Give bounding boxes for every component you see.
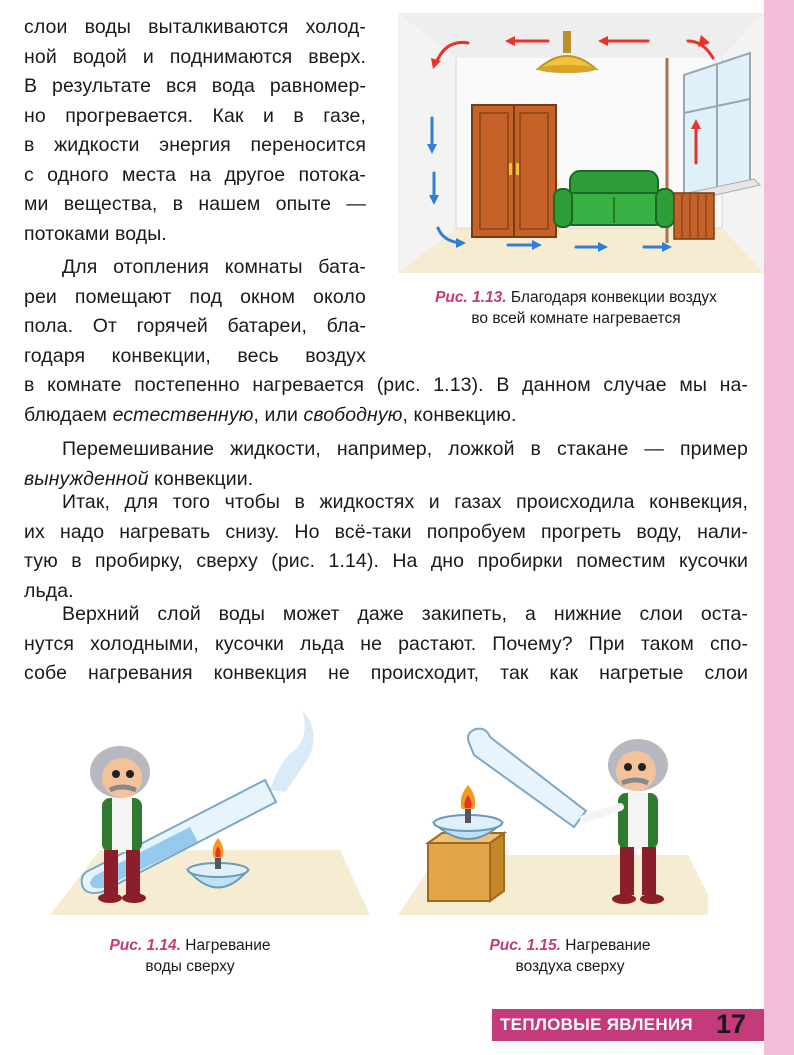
section-title: ТЕПЛОВЫЕ ЯВЛЕНИЯ — [500, 1015, 693, 1034]
text-line: но прогревается. Как и в газе, — [24, 104, 366, 127]
paragraph-heating-narrow — [24, 253, 366, 371]
page-edge-strip — [764, 0, 794, 1055]
steam-icon — [270, 710, 314, 792]
text-line: нутся холодными, кусочки льда не растают. Почему? При таком спо- — [24, 632, 748, 655]
text-line: Верхний слой воды может даже закипеть, а нижние слои оста- — [62, 603, 748, 625]
page-number: 17 — [716, 1009, 747, 1039]
figure-heating-air — [398, 715, 708, 920]
caption-fig-1-15: Рис. 1.15. Нагревание воздуха сверху — [440, 935, 700, 977]
text-line: блюдаем естественную, или свободную, конвекцию. — [24, 403, 517, 426]
wardrobe-icon — [472, 105, 556, 237]
text-line: Для отопления комнаты бата- — [62, 256, 366, 278]
caption-line: во всей комнате нагревается — [471, 310, 681, 327]
window-icon — [678, 53, 760, 203]
figure-label: Рис. 1.15. — [489, 937, 561, 954]
paragraph-top — [24, 13, 366, 249]
text-line: Перемешивание жидкости, например, ложкой в стакане — пример — [62, 438, 748, 460]
caption-fig-1-13: Рис. 1.13. Благодаря конвекции воздух во всей комнате нагревается — [390, 287, 762, 329]
figure-heating-water — [40, 700, 370, 920]
text-line: ной водой и поднимаются вверх. — [24, 45, 366, 68]
italic-term: свободную — [303, 403, 403, 426]
text-line: годаря конвекции, весь воздух — [24, 344, 366, 367]
text-line: их надо нагревать снизу. Но всё-таки попробуем прогреть воду, нали- — [24, 520, 748, 543]
text-line: в комнате постепенно нагревается (рис. 1.13). В данном случае мы на- — [24, 374, 748, 396]
paragraph-top-layer-boils — [24, 600, 748, 689]
italic-term: вынужденной — [24, 467, 149, 490]
text-line: пола. От горячей батареи, бла- — [24, 315, 366, 337]
text-line: потоками воды. — [24, 222, 167, 245]
paragraph-heating-from-below — [24, 488, 748, 606]
text-line: В результате вся вода равномер- — [24, 75, 366, 97]
text-line: Итак, для того чтобы в жидкостях и газах происходила конвекция, — [62, 491, 748, 513]
text-line: слои воды выталкиваются холод- — [24, 16, 366, 38]
paragraph-forced-convection — [24, 435, 748, 494]
text-line: тую в пробирку, сверху (рис. 1.14). На дно пробирки поместим кусочки — [24, 550, 748, 572]
text-line: ми вещества, в нашем опыте — — [24, 193, 366, 215]
text-line: собе нагревания конвекция не происходит, так как нагретые слои — [24, 662, 748, 684]
italic-term: естественную — [112, 403, 254, 426]
text-line: с одного места на другое потока- — [24, 163, 366, 186]
caption-line: воздуха сверху — [515, 958, 625, 975]
wooden-box-icon — [428, 833, 504, 901]
text-line: реи помещают под окном около — [24, 285, 366, 308]
text-line: вынужденной конвекции. — [24, 467, 254, 490]
figure-room-convection — [398, 13, 764, 273]
radiator-icon — [674, 193, 714, 239]
test-tube-icon — [468, 729, 586, 827]
spirit-lamp-icon — [434, 785, 502, 839]
figure-label: Рис. 1.13. — [435, 289, 507, 306]
caption-line: воды сверху — [145, 958, 235, 975]
text-line: льда. — [24, 579, 74, 602]
caption-fig-1-14: Рис. 1.14. Нагревание воды сверху — [60, 935, 320, 977]
paragraph-heating-wide — [24, 371, 748, 430]
text-line: в жидкости энергия переносится — [24, 134, 366, 156]
sofa-icon — [554, 171, 674, 227]
figure-label: Рис. 1.14. — [109, 937, 181, 954]
